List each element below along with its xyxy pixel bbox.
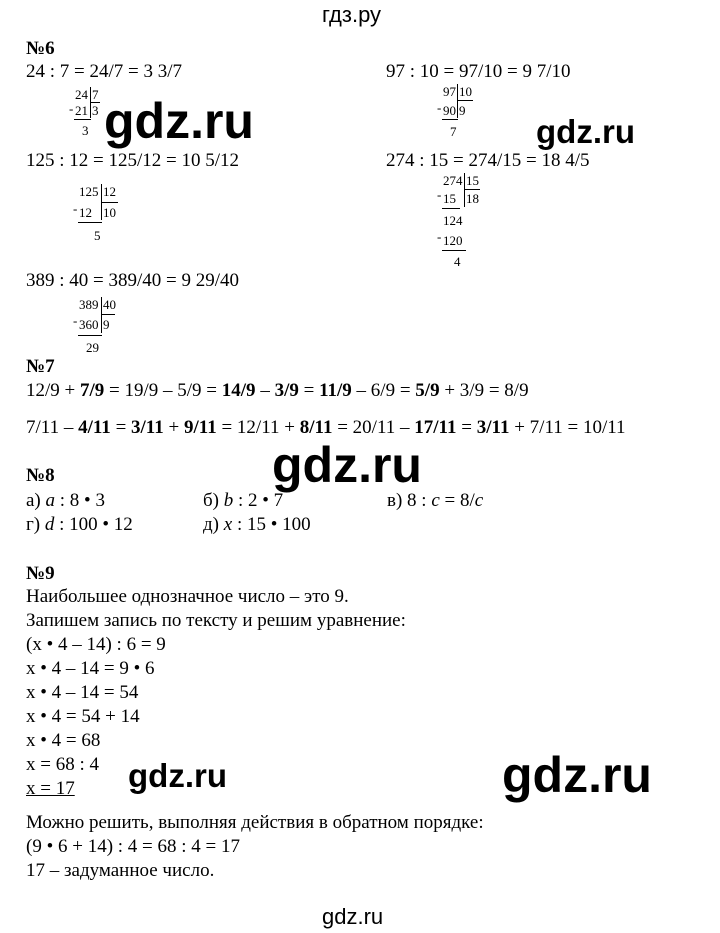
task9-line: x • 4 – 14 = 54 xyxy=(26,682,139,703)
site-header: гдз.ру xyxy=(322,2,382,27)
task6-eq1: 24 : 7 = 24/7 = 3 3/7 xyxy=(26,61,183,82)
task7-line1: 12/9 + 7/9 = 19/9 – 5/9 = 14/9 – 3/9 = 11/9 – 6/9 = 5/9 + 3/9 = 8/9 xyxy=(26,380,529,401)
long-division-97-10: 97 10 - 90 9 7 xyxy=(437,84,472,139)
task9-line: Запишем запись по тексту и решим уравнение: xyxy=(26,610,406,631)
task9-after: 17 – задуманное число. xyxy=(26,860,215,881)
task8-title: №8 xyxy=(26,465,55,486)
task9-after: (9 • 6 + 14) : 4 = 68 : 4 = 17 xyxy=(26,836,241,857)
task8-a: а) a : 8 • 3 xyxy=(26,490,105,511)
site-footer: gdz.ru xyxy=(322,904,384,929)
task9-after: Можно решить, выполняя действия в обратном порядке: xyxy=(26,812,484,833)
long-division-125-12: 125 12 - 12 10 5 xyxy=(73,184,116,243)
long-division-389-40: 389 40 - 360 9 29 xyxy=(73,297,116,355)
task7-line2: 7/11 – 4/11 = 3/11 + 9/11 = 12/11 + 8/11 = 20/11 – 17/11 = 3/11 + 7/11 = 10/11 xyxy=(26,417,626,438)
task9-line: x • 4 = 68 xyxy=(26,730,101,751)
long-division-24-7: 24 7 - 21 3 3 xyxy=(69,87,99,138)
task9-line: (x • 4 – 14) : 6 = 9 xyxy=(26,634,166,655)
task9-line: x • 4 – 14 = 9 • 6 xyxy=(26,658,155,679)
task8-v: в) 8 : c = 8/c xyxy=(387,490,484,511)
watermark: gdz.ru xyxy=(128,757,227,794)
task6-eq4: 274 : 15 = 274/15 = 18 4/5 xyxy=(386,150,590,171)
task9-line: Наибольшее однозначное число – это 9. xyxy=(26,586,349,607)
task9-title: №9 xyxy=(26,563,55,584)
task9-line: x • 4 = 54 + 14 xyxy=(26,706,140,727)
task8-g: г) d : 100 • 12 xyxy=(26,514,133,535)
task9-line: x = 68 : 4 xyxy=(26,754,99,775)
long-division-274-15: 274 15 - 15 18 124 - 120 4 xyxy=(437,173,479,269)
task6-eq5: 389 : 40 = 389/40 = 9 29/40 xyxy=(26,270,240,291)
task9-answer: x = 17 xyxy=(26,778,75,799)
task7-title: №7 xyxy=(26,356,55,377)
watermark: gdz.ru xyxy=(536,113,635,150)
watermark: gdz.ru xyxy=(272,437,422,493)
watermark: gdz.ru xyxy=(502,747,652,803)
watermark: gdz.ru xyxy=(104,93,254,149)
task8-b: б) b : 2 • 7 xyxy=(203,490,284,511)
task6-title: №6 xyxy=(26,38,55,59)
task8-d: д) x : 15 • 100 xyxy=(203,514,311,535)
task6-eq2: 97 : 10 = 97/10 = 9 7/10 xyxy=(386,61,571,82)
task6-eq3: 125 : 12 = 125/12 = 10 5/12 xyxy=(26,150,240,171)
